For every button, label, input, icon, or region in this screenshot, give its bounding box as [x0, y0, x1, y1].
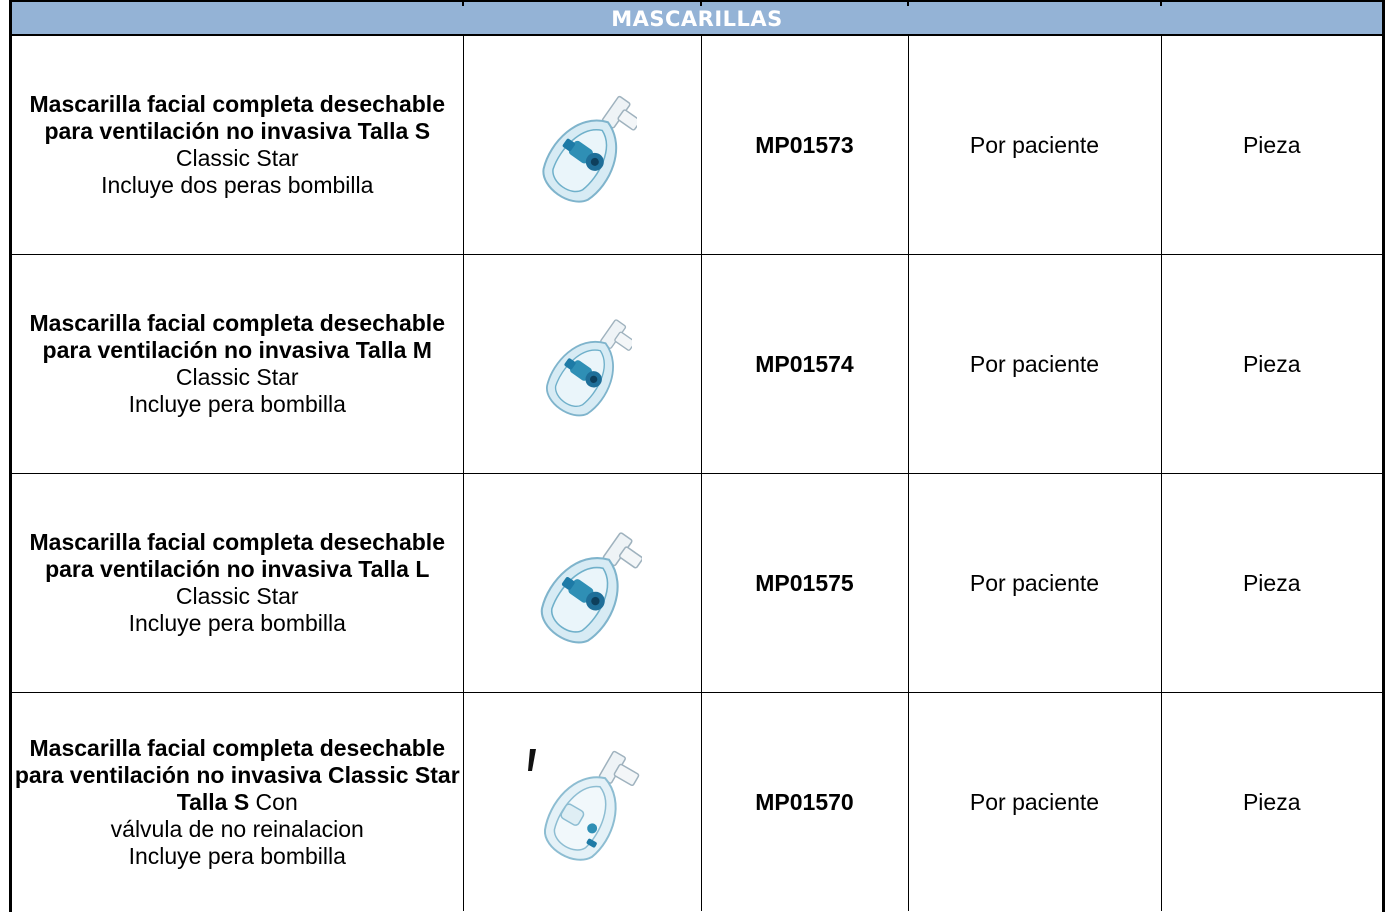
product-description — [12, 255, 463, 474]
product-unit: Pieza — [1161, 36, 1382, 255]
product-code: MP01575 — [701, 474, 908, 693]
column-tick — [700, 2, 702, 6]
product-description — [12, 36, 463, 255]
table-row — [12, 36, 1382, 255]
product-name: Mascarilla facial completa desechable para ventilación no invasiva Talla M — [29, 310, 445, 363]
product-image-cell — [463, 36, 701, 255]
product-usage: Por paciente — [908, 693, 1161, 912]
product-table — [12, 36, 1382, 911]
product-name: Mascarilla facial completa desechable para ventilación no invasiva Talla S — [29, 91, 445, 144]
product-sheet — [9, 0, 1385, 912]
column-tick — [462, 2, 464, 6]
table-row — [12, 693, 1382, 912]
table-row — [12, 474, 1382, 693]
product-unit: Pieza — [1161, 693, 1382, 912]
product-model: Classic Star — [175, 583, 299, 609]
section-header — [12, 0, 1382, 36]
product-includes: Incluye pera bombilla — [128, 842, 346, 869]
product-code: MP01573 — [701, 36, 908, 255]
product-model: Classic Star — [175, 145, 299, 171]
product-image-cell — [463, 474, 701, 693]
product-code: MP01570 — [701, 693, 908, 912]
product-description — [12, 693, 463, 912]
column-tick — [907, 2, 909, 6]
full-face-mask-icon — [527, 85, 637, 205]
product-includes: Incluye pera bombilla — [128, 610, 346, 636]
product-name — [12, 735, 463, 816]
product-model: Classic Star — [175, 364, 299, 390]
product-unit: Pieza — [1161, 255, 1382, 474]
product-usage: Por paciente — [908, 36, 1161, 255]
product-code: MP01574 — [701, 255, 908, 474]
product-description — [12, 474, 463, 693]
full-face-mask-valve-icon — [522, 737, 642, 867]
product-name-suffix: Con — [249, 788, 298, 815]
product-includes: Incluye pera bombilla — [128, 391, 346, 417]
column-tick — [1160, 2, 1162, 6]
product-usage: Por paciente — [908, 474, 1161, 693]
product-image-cell — [463, 255, 701, 474]
product-includes: Incluye dos peras bombilla — [101, 172, 374, 198]
product-name-bold: Mascarilla facial completa desechable para ventilación no invasiva Classic Star Talla S — [14, 734, 460, 815]
full-face-mask-icon — [532, 309, 632, 419]
full-face-mask-icon — [522, 521, 642, 646]
product-image-cell — [463, 693, 701, 912]
product-usage: Por paciente — [908, 255, 1161, 474]
product-unit: Pieza — [1161, 474, 1382, 693]
section-title: MASCARILLAS — [611, 7, 783, 31]
product-feature: válvula de no reinalacion — [110, 815, 364, 842]
product-name: Mascarilla facial completa desechable para ventilación no invasiva Talla L — [29, 529, 445, 582]
table-row — [12, 255, 1382, 474]
